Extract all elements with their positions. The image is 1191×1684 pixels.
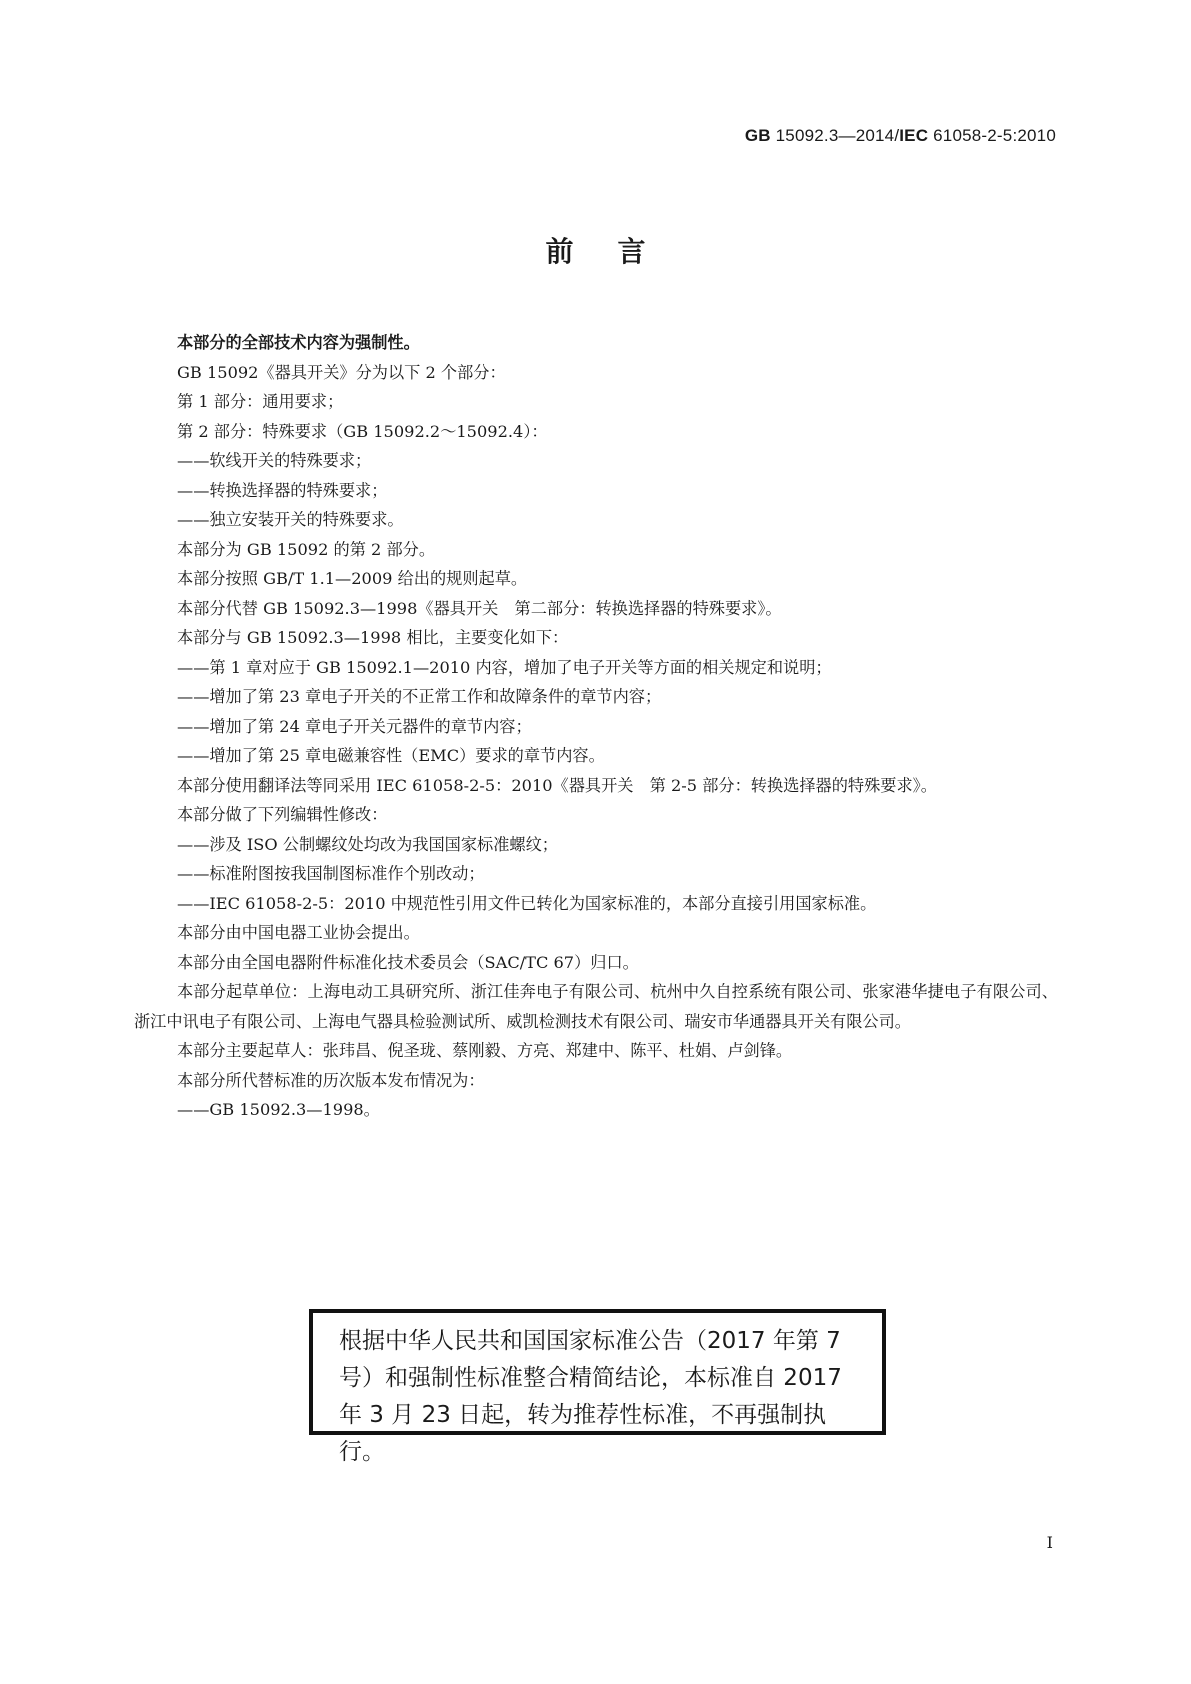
page-number: I [1046, 1533, 1053, 1552]
std-number: 15092.3—2014/ [775, 126, 900, 145]
paragraph: 本部分所代替标准的历次版本发布情况为： [177, 1070, 485, 1090]
paragraph-mandatory-note: 本部分的全部技术内容为强制性。 [177, 333, 420, 352]
status-change-notice-box: 根据中华人民共和国国家标准公告（2017 年第 7 号）和强制性标准整合精简结论，本标准自 2017 年 3 月 23 日起，转为推荐性标准，不再强制执行。 [309, 1309, 886, 1435]
standard-number-header [745, 126, 1056, 146]
list-item: ——标准附图按我国制图标准作个别改动； [177, 864, 485, 883]
paragraph: 第 2 部分：特殊要求（GB 15092.2～15092.4）： [177, 421, 548, 441]
list-item: ——涉及 ISO 公制螺纹处均改为我国国家标准螺纹； [177, 834, 558, 854]
paragraph: 本部分做了下列编辑性修改： [177, 805, 388, 824]
iec-prefix: IEC [899, 126, 929, 145]
paragraph: 本部分为 GB 15092 的第 2 部分。 [177, 539, 436, 559]
paragraph: 本部分与 GB 15092.3—1998 相比，主要变化如下： [177, 628, 569, 647]
paragraph: 本部分按照 GB/T 1.1—2009 给出的规则起草。 [177, 569, 528, 588]
paragraph: 本部分主要起草人：张玮昌、倪圣珑、蔡刚毅、方亮、郑建中、陈平、杜娟、卢剑锋。 [177, 1041, 793, 1060]
paragraph: 本部分由全国电器附件标准化技术委员会（SAC/TC 67）归口。 [177, 952, 639, 972]
std-prefix: GB [744, 126, 771, 145]
list-item: ——IEC 61058-2-5：2010 中规范性引用文件已转化为国家标准的，本部分直接引用国家标准。 [177, 893, 877, 913]
paragraph: 本部分代替 GB 15092.3—1998《器具开关 第二部分：转换选择器的特殊要求》。 [177, 598, 782, 618]
paragraph: GB 15092《器具开关》分为以下 2 个部分： [177, 362, 506, 382]
list-item: ——软线开关的特殊要求； [177, 451, 372, 470]
list-item: ——增加了第 25 章电磁兼容性（EMC）要求的章节内容。 [177, 746, 605, 765]
paragraph: 第 1 部分：通用要求； [177, 392, 344, 411]
list-item: ——第 1 章对应于 GB 15092.1—2010 内容，增加了电子开关等方面的相关规定和说明； [177, 657, 832, 677]
iec-number: 61058-2-5:2010 [933, 126, 1056, 145]
list-item: ——转换选择器的特殊要求； [177, 480, 388, 500]
list-item: ——独立安装开关的特殊要求。 [177, 510, 404, 529]
list-item: ——增加了第 24 章电子开关元器件的章节内容； [177, 716, 532, 736]
list-item: ——增加了第 23 章电子开关的不正常工作和故障条件的章节内容； [177, 687, 662, 706]
list-item: ——GB 15092.3—1998。 [177, 1100, 380, 1119]
paragraph: 本部分由中国电器工业协会提出。 [177, 923, 420, 942]
foreword-body [134, 328, 1058, 1125]
page-title: 前言 [545, 235, 690, 268]
paragraph: 本部分使用翻译法等同采用 IEC 61058-2-5：2010《器具开关 第 2-5 部分：转换选择器的特殊要求》。 [177, 775, 937, 795]
paragraph: 本部分起草单位：上海电动工具研究所、浙江佳奔电子有限公司、杭州中久自控系统有限公司、张家港华捷电子有限公司、浙江中讯电子有限公司、上海电气器具检验测试所、威凯检测技术有限公司、瑞安市华通器具开关有限公司。 [134, 982, 1058, 1031]
